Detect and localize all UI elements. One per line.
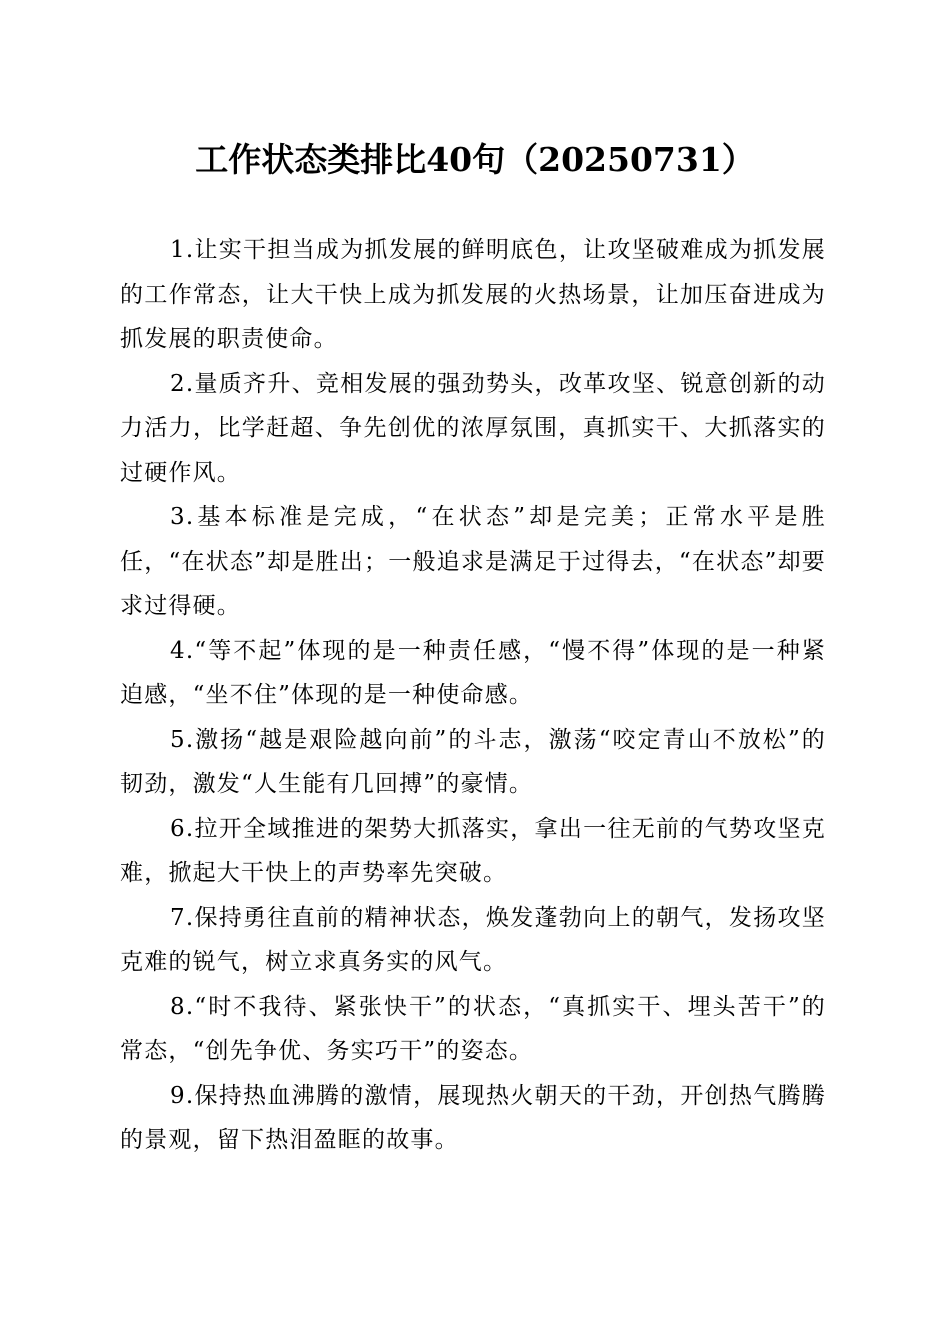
document-title: 工作状态类排比40句（20250731） (195, 140, 755, 179)
paragraph-7: 7.保持勇往直前的精神状态，焕发蓬勃向上的朝气，发扬攻坚克难的锐气，树立求真务实的风气。 (120, 904, 826, 975)
paragraph-4: 4.“等不起”体现的是一种责任感，“慢不得”体现的是一种紧迫感，“坐不住”体现的是一种使命感。 (120, 637, 826, 708)
paragraph-8: 8.“时不我待、紧张快干”的状态，“真抓实干、埋头苦干”的常态，“创先争优、务实巧干”的姿态。 (120, 993, 826, 1064)
paragraph-1: 1.让实干担当成为抓发展的鲜明底色，让攻坚破难成为抓发展的工作常态，让大干快上成为抓发展的火热场景，让加压奋进成为抓发展的职责使命。 (120, 237, 826, 352)
paragraph-3: 3.基本标准是完成，“在状态”却是完美；正常水平是胜任，“在状态”却是胜出；一般追求是满足于过得去，“在状态”却要求过得硬。 (120, 504, 826, 619)
paragraph-9: 9.保持热血沸腾的激情，展现热火朝天的干劲，开创热气腾腾的景观，留下热泪盈眶的故事。 (120, 1082, 826, 1153)
document-body (120, 228, 826, 1163)
paragraph-6: 6.拉开全域推进的架势大抓落实，拿出一往无前的气势攻坚克难，掀起大干快上的声势率先突破。 (120, 815, 826, 886)
paragraph-2: 2.量质齐升、竞相发展的强劲势头，改革攻坚、锐意创新的动力活力，比学赶超、争先创优的浓厚氛围，真抓实干、大抓落实的过硬作风。 (120, 370, 826, 486)
paragraph-5: 5.激扬“越是艰险越向前”的斗志，激荡“咬定青山不放松”的韧劲，激发“人生能有几回搏”的豪情。 (120, 726, 826, 797)
